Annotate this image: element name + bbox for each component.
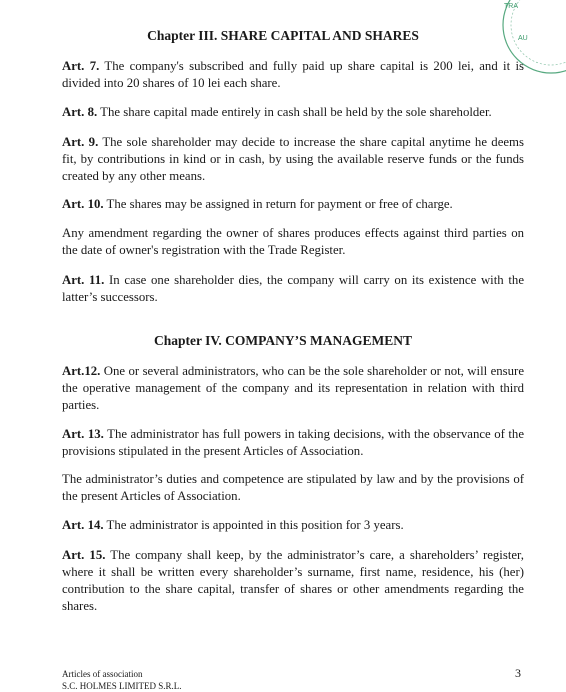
chapter-4-title: Chapter IV. COMPANY’S MANAGEMENT: [154, 333, 412, 348]
article-11-text: In case one shareholder dies, the company will carry on its existence with the latter’s successors.: [62, 273, 524, 304]
article-13-label: Art. 13.: [62, 427, 104, 441]
article-8-text: The share capital made entirely in cash shall be held by the sole shareholder.: [97, 105, 492, 119]
chapter-3-title: Chapter III. SHARE CAPITAL AND SHARES: [147, 28, 419, 43]
footer-doc-title: Articles of association: [62, 669, 143, 679]
article-8-label: Art. 8.: [62, 105, 98, 119]
article-7-text: The company's subscribed and fully paid up share capital is 200 lei, and it is divided into 20 shares of 10 lei each share.: [62, 59, 524, 90]
article-11-label: Art. 11.: [62, 273, 105, 287]
article-12: [62, 363, 524, 414]
article-10-text: The shares may be assigned in return for payment or free of charge.: [103, 197, 453, 211]
article-15-text: The company shall keep, by the administrator’s care, a shareholders’ register, where it shall be written every shareholder’s surname, first name, residence, his (her) contribution to the share capital, transfer of shares or other amendments regarding the shares.: [62, 548, 525, 613]
article-9-label: Art. 9.: [62, 135, 99, 149]
article-9-text: The sole shareholder may decide to increase the share capital anytime he deems fit, by contributions in kind or in cash, by using the available reserve funds or the funds created by any other means.: [62, 135, 524, 183]
article-12-label: Art.12.: [62, 364, 101, 378]
article-10-paragraph-2: Any amendment regarding the owner of shares produces effects against third parties on the date of owner's registration with the Trade Register.: [62, 226, 524, 257]
article-10-label: Art. 10.: [62, 197, 104, 211]
article-9: [62, 134, 524, 185]
stamp-text-au: AU: [518, 35, 528, 42]
article-8: [62, 104, 524, 121]
article-15-label: Art. 15.: [62, 548, 106, 562]
article-13: [62, 426, 524, 460]
page-number: 3: [515, 666, 521, 680]
footer: [62, 668, 182, 692]
article-7-label: Art. 7.: [62, 59, 100, 73]
article-7: [62, 58, 524, 92]
stamp-text-tra: TRA: [504, 3, 518, 10]
article-15: [62, 547, 524, 615]
article-13-paragraph-2: The administrator’s duties and competence are stipulated by law and by the provisions of the present Articles of Association.: [62, 472, 524, 503]
article-10: [62, 196, 524, 213]
footer-company-name: S.C. HOLMES LIMITED S.R.L.: [62, 681, 182, 691]
article-14-label: Art. 14.: [62, 518, 104, 532]
article-11: [62, 272, 524, 306]
article-14-text: The administrator is appointed in this position for 3 years.: [103, 518, 404, 532]
article-14: [62, 517, 524, 534]
article-13-text: The administrator has full powers in taking decisions, with the observance of the provisions stipulated in the present Articles of Association.: [62, 427, 524, 458]
article-12-text: One or several administrators, who can be the sole shareholder or not, will ensure the operative management of the company and its representation in relation with third parties.: [62, 364, 524, 412]
